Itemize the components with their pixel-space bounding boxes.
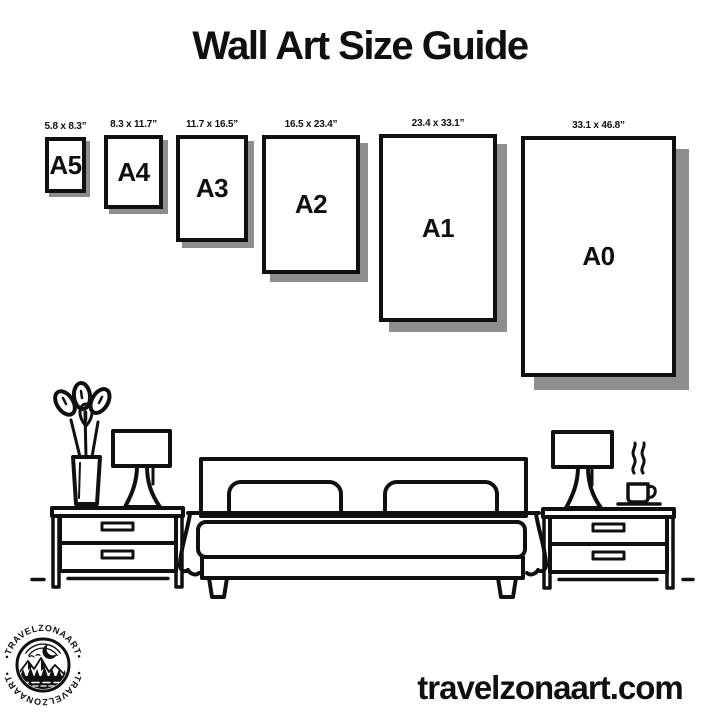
frame-paper [521,136,676,377]
double-bed-icon [180,459,546,597]
page-title: Wall Art Size Guide [192,24,528,68]
size-frame-a3 [176,119,248,242]
frame-paper [379,134,497,322]
size-frame-a4 [104,119,163,209]
nightstand-icon [52,508,183,587]
travelzonaart-logo [1,621,86,711]
frame-paper [176,135,248,242]
size-frame-a0 [521,120,676,377]
frame-size-label: 16.5 x 23.4” [284,119,338,130]
frame-letter: A3 [195,173,229,203]
frame-letter: A5 [49,149,82,180]
logo-text-bottom: •TRAVELZONAART• [1,670,85,708]
nightstand-icon [543,509,674,588]
size-frame-a1 [379,118,497,322]
coffee-cup-icon [618,443,660,504]
frame-size-label: 8.3 x 11.7” [110,119,157,130]
table-lamp-icon [113,431,170,507]
frame-paper [262,135,360,274]
plant-vase-icon [51,382,113,504]
frame-paper [45,137,86,193]
frame-letter: A4 [117,156,150,187]
table-lamp-icon [553,432,612,508]
size-frame-a2 [262,119,360,274]
frame-size-label: 33.1 x 46.8” [572,120,625,131]
frame-letter: A1 [421,212,455,243]
frame-letter: A2 [294,189,328,219]
frame-size-label: 23.4 x 33.1” [411,118,465,129]
website-url: travelzonaart.com [417,669,683,706]
logo-text-top: •TRAVELZONAART• [1,622,85,660]
frame-size-label: 11.7 x 16.5” [185,119,239,130]
bedroom-illustration [0,380,720,610]
frame-letter: A0 [582,241,615,271]
frame-size-label: 5.8 x 8.3” [44,121,87,132]
size-frame-a5 [44,121,87,193]
frame-paper [104,135,163,209]
